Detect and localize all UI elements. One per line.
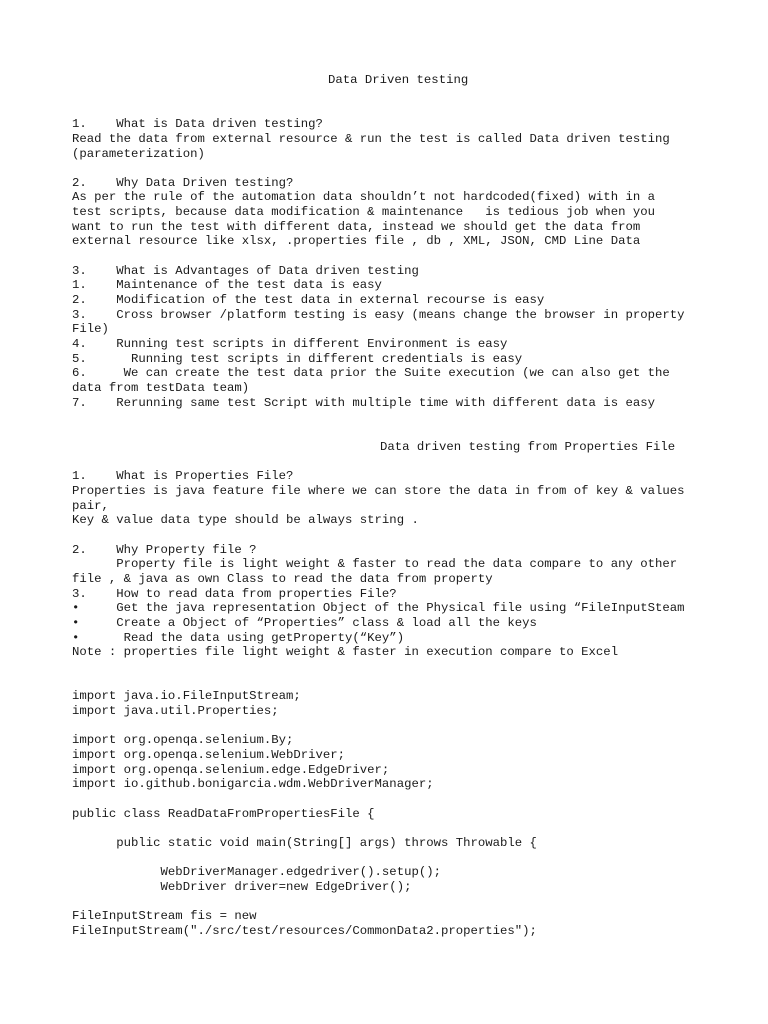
section-subtitle: Data driven testing from Properties File: [380, 440, 676, 454]
code-line: FileInputStream("./src/test/resources/CommonData2.properties");: [72, 924, 537, 938]
advantage-item: 1. Maintenance of the test data is easy: [72, 278, 382, 292]
properties-answer-line: Properties is java feature file where we can store the data in from of key & values: [72, 484, 685, 498]
code-line: public class ReadDataFromPropertiesFile {: [72, 807, 375, 821]
advantage-item-continued: File): [72, 322, 109, 336]
advantage-item-continued: data from testData team): [72, 381, 250, 395]
section-1-answer-line: Read the data from external resource & run the test is called Data driven testing: [72, 132, 670, 146]
bullet-item: • Get the java representation Object of the Physical file using “FileInputSteam: [72, 601, 685, 615]
code-line: WebDriverManager.edgedriver().setup();: [72, 865, 441, 879]
code-line: public static void main(String[] args) throws Throwable {: [72, 836, 537, 850]
section-1-answer-line: (parameterization): [72, 147, 205, 161]
code-line: import org.openqa.selenium.By;: [72, 733, 294, 747]
advantage-item: 4. Running test scripts in different Environment is easy: [72, 337, 508, 351]
code-line: WebDriver driver=new EdgeDriver();: [72, 880, 412, 894]
property-file-question: 2. Why Property file ?: [72, 543, 257, 557]
advantage-item: 5. Running test scripts in different credentials is easy: [72, 352, 523, 366]
code-line: import java.io.FileInputStream;: [72, 689, 301, 703]
section-2-answer-line: external resource like xlsx, .properties file , db , XML, JSON, CMD Line Data: [72, 234, 641, 248]
code-line: FileInputStream fis = new: [72, 909, 257, 923]
read-properties-question: 3. How to read data from properties File?: [72, 587, 397, 601]
code-line: import org.openqa.selenium.WebDriver;: [72, 748, 346, 762]
advantage-item: 2. Modification of the test data in external recourse is easy: [72, 293, 545, 307]
section-3-question: 3. What is Advantages of Data driven testing: [72, 264, 419, 278]
bullet-item: • Create a Object of “Properties” class & load all the keys: [72, 616, 537, 630]
section-2-answer-line: want to run the test with different data, instead we should get the data from: [72, 220, 641, 234]
advantage-item: 7. Rerunning same test Script with multiple time with different data is easy: [72, 396, 655, 410]
property-file-answer-line: file , & java as own Class to read the data from property: [72, 572, 493, 586]
document-title: Data Driven testing: [328, 73, 469, 87]
bullet-item: • Read the data using getProperty(“Key”): [72, 631, 405, 645]
note-line: Note : properties file light weight & faster in execution compare to Excel: [72, 645, 619, 659]
properties-question: 1. What is Properties File?: [72, 469, 294, 483]
section-2-question: 2. Why Data Driven testing?: [72, 176, 294, 190]
advantage-item: 3. Cross browser /platform testing is easy (means change the browser in property: [72, 308, 685, 322]
code-line: import java.util.Properties;: [72, 704, 279, 718]
section-1-question: 1. What is Data driven testing?: [72, 117, 323, 131]
property-file-answer-line: Property file is light weight & faster to read the data compare to any other: [72, 557, 678, 571]
properties-answer-line: pair,: [72, 499, 109, 513]
code-line: import io.github.bonigarcia.wdm.WebDriverManager;: [72, 777, 434, 791]
section-2-answer-line: test scripts, because data modification & maintenance is tedious job when you: [72, 205, 655, 219]
properties-answer-line: Key & value data type should be always string .: [72, 513, 419, 527]
advantage-item: 6. We can create the test data prior the Suite execution (we can also get the: [72, 366, 670, 380]
section-2-answer-line: As per the rule of the automation data shouldn’t not hardcoded(fixed) with in a: [72, 190, 655, 204]
code-line: import org.openqa.selenium.edge.EdgeDriver;: [72, 763, 390, 777]
